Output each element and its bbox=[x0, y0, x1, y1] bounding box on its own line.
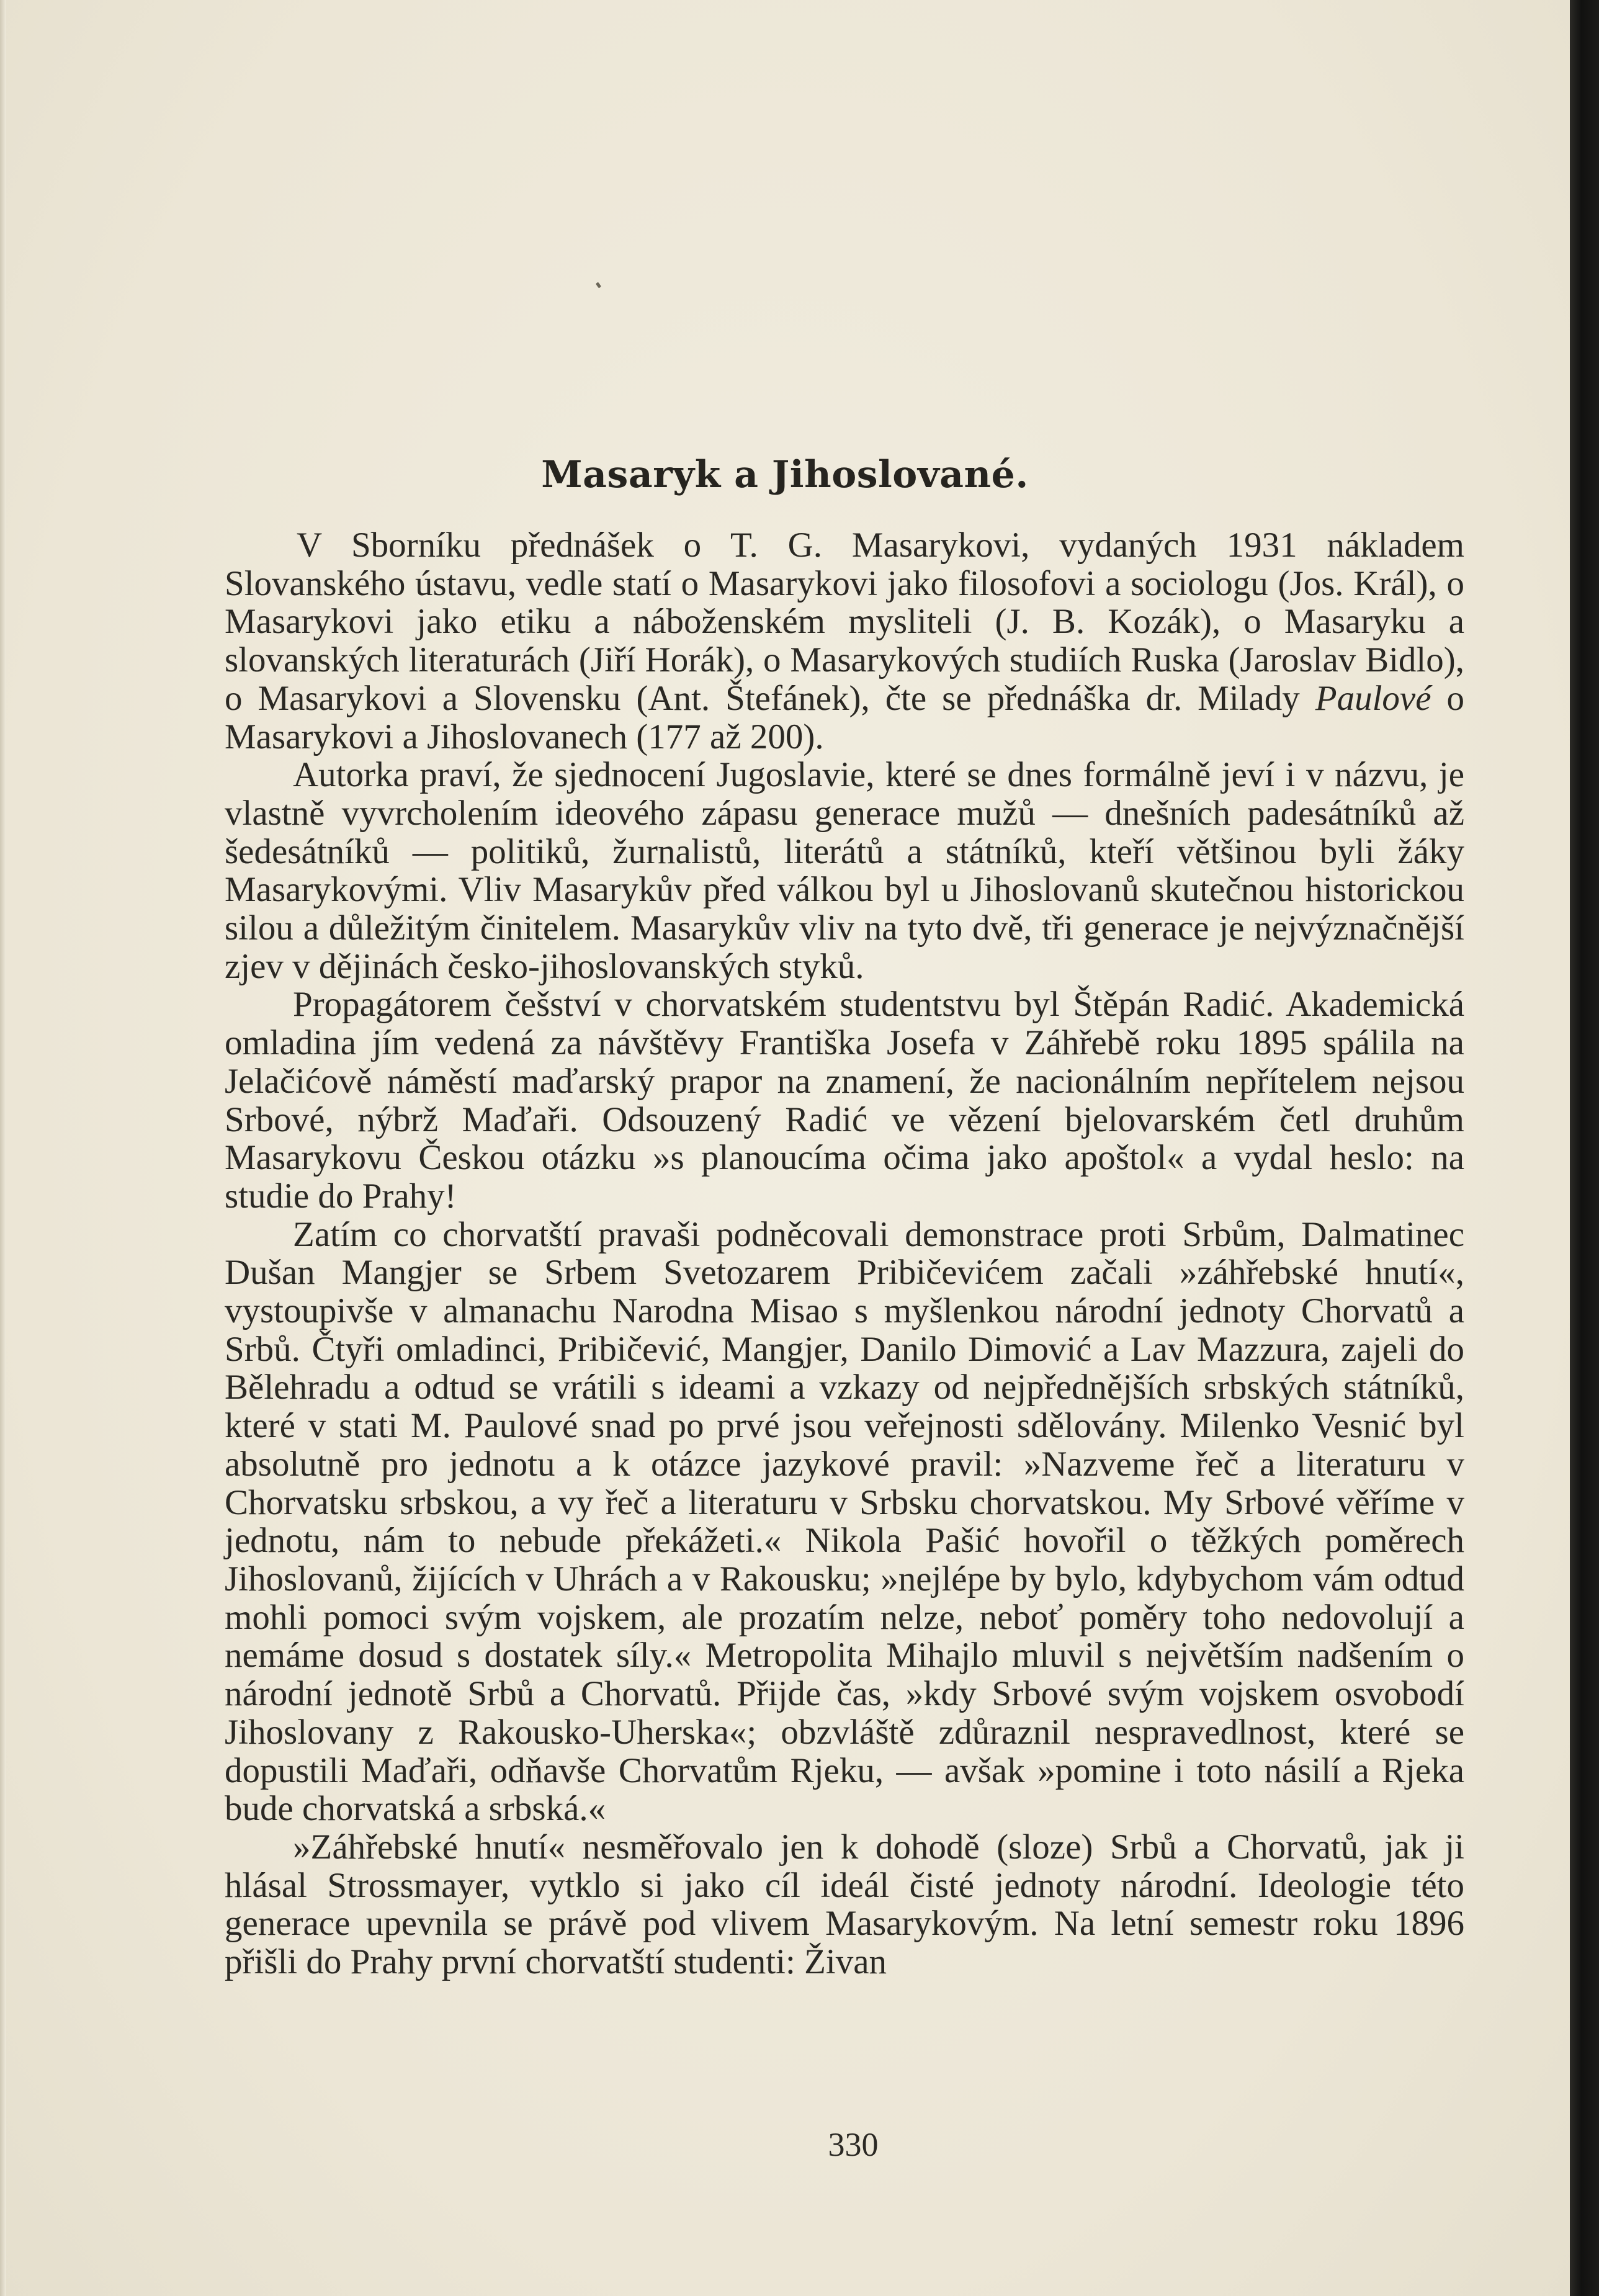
ink-speck bbox=[596, 282, 601, 288]
paragraph-2: Autorka praví, že sjednocení Jugoslavie, které se dnes formálně jeví i v názvu, je vlastně vyvrcholením ideového zápasu generace mužů — dnešních padesátníků až šedesátníků — politiků, žurnalistů, literátů a státníků, kteří většinou byli žáky Masarykovými. Vliv Masarykův před válkou byl u Jihoslovanů skutečnou historickou silou a důležitým činitelem. Masarykův vliv na tyto dvě, tři generace je nejvýznačnější zjev v dějinách česko-jihoslovanských styků. bbox=[225, 755, 1464, 986]
page-number: 330 bbox=[828, 2126, 879, 2163]
paragraph-1 bbox=[225, 526, 1464, 756]
author-name-italic: Paulové bbox=[1315, 678, 1431, 718]
binding-edge bbox=[1570, 0, 1599, 2296]
paragraph-5: »Záhřebské hnutí« nesměřovalo jen k dohodě (sloze) Srbů a Chorvatů, jak ji hlásal Strossmayer, vytklo si jako cíl ideál čisté jednoty národní. Ideologie této generace upevnila se právě pod vlivem Masarykovým. Na letní semestr roku 1896 přišli do Prahy první chorvatští studenti: Živan bbox=[225, 1827, 1464, 1982]
article-title: Masaryk a Jihoslované. bbox=[541, 453, 1029, 497]
paragraph-3: Propagátorem češství v chorvatském studentstvu byl Štěpán Radić. Akademická omladina jím vedená za návštěvy Františka Josefa v Záhřebě roku 1895 spálila na Jelačićově náměstí maďarský prapor na znamení, že nacionálním nepřítelem nejsou Srbové, nýbrž Maďaři. Odsouzený Radić ve vězení bjelovarském četl druhům Masarykovu Českou otázku »s planoucíma očima jako apoštol« a vydal heslo: na studie do Prahy! bbox=[225, 985, 1464, 1216]
paragraph-4: Zatím co chorvatští pravaši podněcovali demonstrace proti Srbům, Dalmatinec Dušan Mangjer se Srbem Svetozarem Pribičevićem začali »záhřebské hnutí«, vystoupivše v almanachu Narodna Misao s myšlenkou národní jednoty Chorvatů a Srbů. Čtyři omladinci, Pribičević, Mangjer, Danilo Dimović a Lav Mazzura, zajeli do Bělehradu a odtud se vrátili s ideami a vzkazy od nejpřednějších srbských státníků, které v stati M. Paulové snad po prvé jsou veřejnosti sdělovány. Milenko Vesnić byl absolutně pro jednotu a k otázce jazykové pravil: »Nazveme řeč a literaturu v Chorvatsku srbskou, a vy řeč a literaturu v Srbsku chorvatskou. My Srbové věříme v jednotu, nám to nebude překážeti.« Nikola Pašić hovořil o těžkých poměrech Jihoslovanů, žijících v Uhrách a v Rakousku; »nejlépe by bylo, kdybychom vám odtud mohli pomoci svým vojskem, ale prozatím nelze, neboť poměry toho nedovolují a nemáme dosud s dostatek síly.« Metropolita Mihajlo mluvil s největším nadšením o národní jednotě Srbů a Chorvatů. Přijde čas, »kdy Srbové svým vojskem osvobodí Jihoslovany z Rakousko-Uherska«; obzvláště zdůraznil nespravedlnost, které se dopustili Maďaři, odňavše Chorvatům Rjeku, — avšak »pomine i toto násilí a Rjeka bude chorvatská a srbská.« bbox=[225, 1214, 1464, 1829]
paragraph-1-text-b: o Masarykovi a Jihoslovanech (177 až 200). bbox=[225, 678, 1465, 756]
article-body bbox=[225, 526, 1464, 1981]
paragraph-1-text-a: V Sborníku přednášek o T. G. Masarykovi, vydaných 1931 nákladem Slovanského ústavu, vedle statí o Masarykovi jako filosofovi a sociologu (Jos. Král), o Masarykovi jako etiku a náboženském mysliteli (J. B. Kozák), o Masaryku a slovanských literaturách (Jiří Horák), o Masarykových studiích Ruska (Jaroslav Bidlo), o Masarykovi a Slovensku (Ant. Štefánek), čte se přednáška dr. Milady bbox=[225, 526, 1464, 718]
page-left-edge bbox=[0, 0, 6, 2296]
